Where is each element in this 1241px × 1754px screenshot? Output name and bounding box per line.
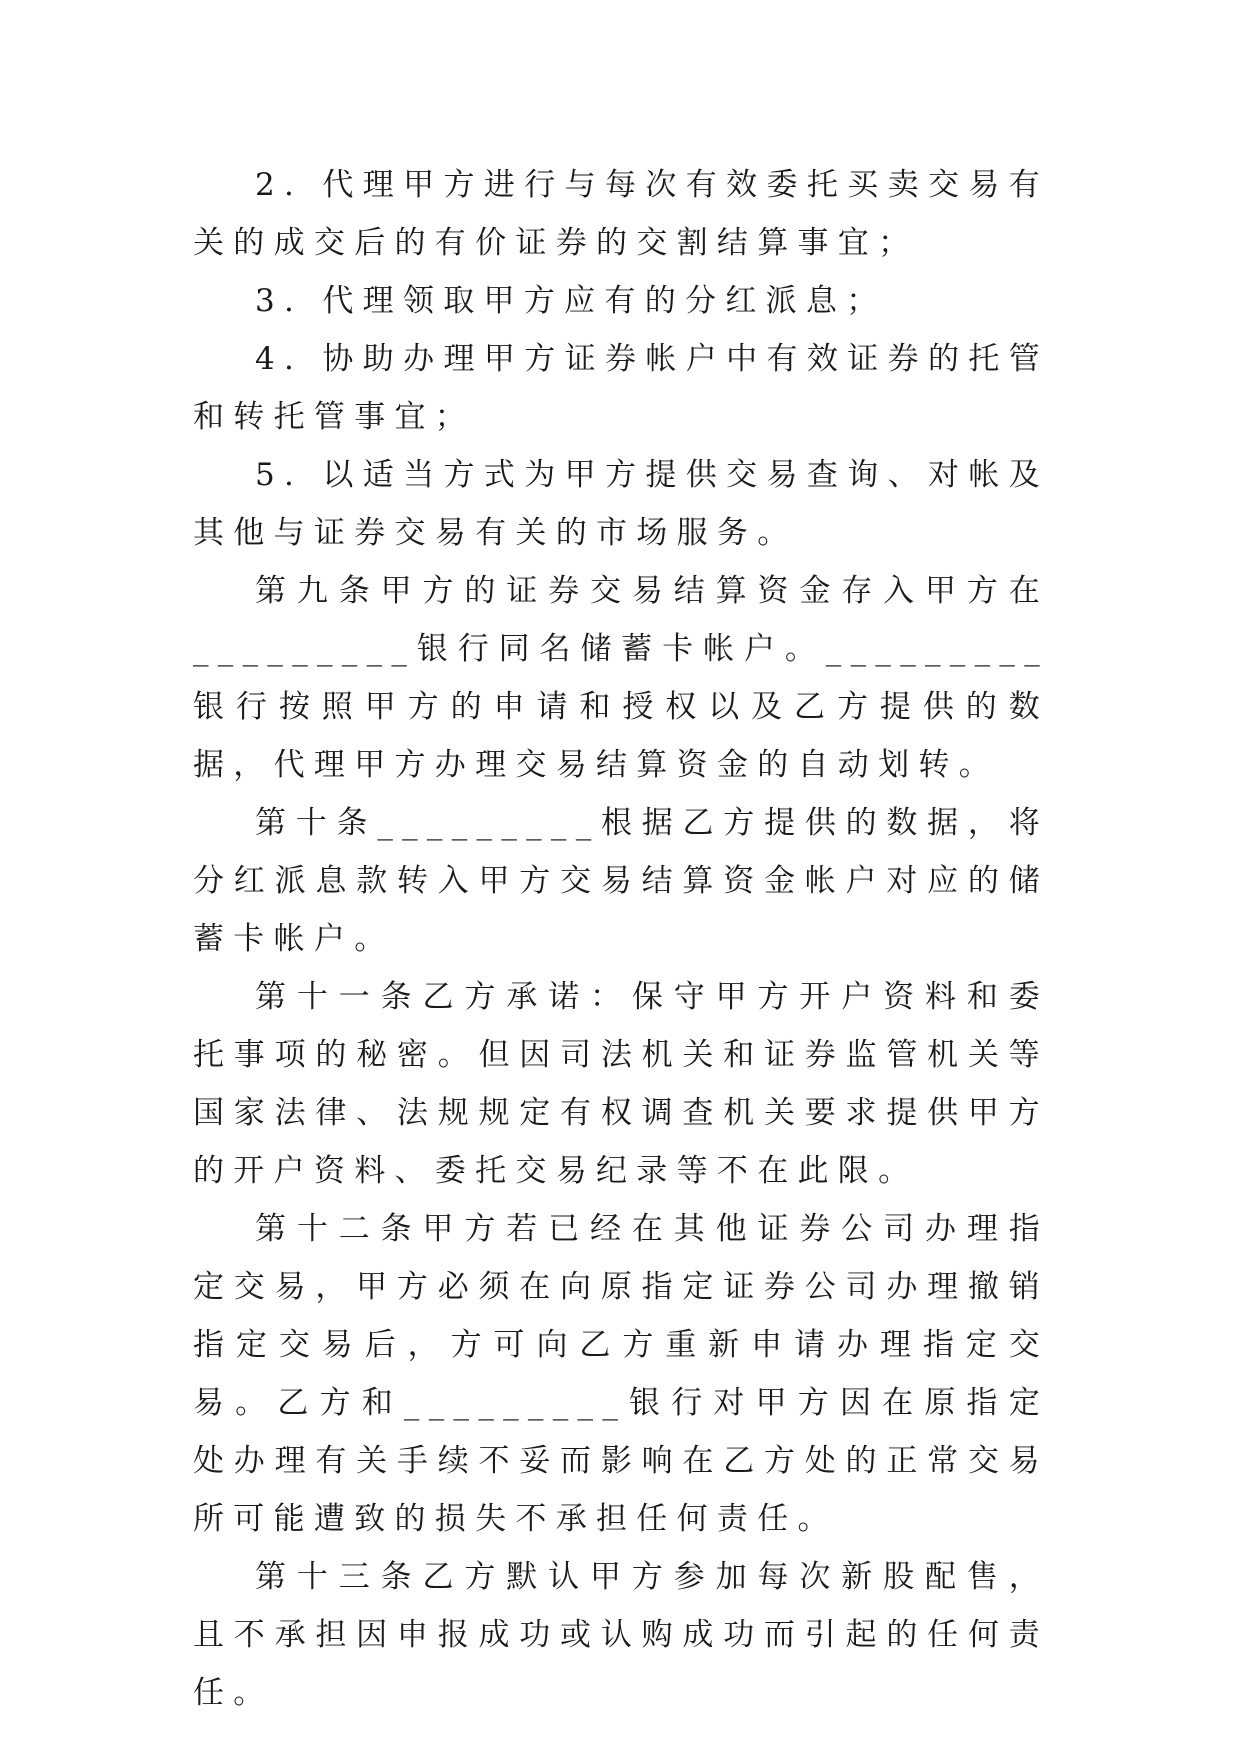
clause-item-2: 2. 代理甲方进行与每次有效委托买卖交易有关的成交后的有价证券的交割结算事宜； xyxy=(193,167,1049,261)
article-11: 第十一条乙方承诺：保守甲方开户资料和委托事项的秘密。但因司法机关和证券监管机关等国家法律、法规规定有权调查机关要求提供甲方的开户资料、委托交易纪录等不在此限。 xyxy=(193,979,1049,1189)
clause-item-5: 5. 以适当方式为甲方提供交易查询、对帐及其他与证券交易有关的市场服务。 xyxy=(193,457,1049,551)
article-9: 第九条甲方的证券交易结算资金存入甲方在_________银行同名储蓄卡帐户。_________银行按照甲方的申请和授权以及乙方提供的数据，代理甲方办理交易结算资金的自动划转。 xyxy=(193,573,1049,783)
article-10: 第十条_________根据乙方提供的数据，将分红派息款转入甲方交易结算资金帐户对应的储蓄卡帐户。 xyxy=(193,805,1049,957)
clause-item-3: 3. 代理领取甲方应有的分红派息； xyxy=(255,283,887,319)
clause-item-4: 4. 协助办理甲方证券帐户中有效证券的托管和转托管事宜； xyxy=(193,341,1049,435)
article-12: 第十二条甲方若已经在其他证券公司办理指定交易，甲方必须在向原指定证券公司办理撤销指定交易后，方可向乙方重新申请办理指定交易。乙方和_________银行对甲方因在原指定处办理有关手续不妥而影响在乙方处的正常交易所可能遭致的损失不承担任何责任。 xyxy=(193,1211,1049,1537)
document-body xyxy=(193,156,1049,1722)
article-13: 第十三条乙方默认甲方参加每次新股配售，且不承担因申报成功或认购成功而引起的任何责任。 xyxy=(193,1559,1049,1711)
